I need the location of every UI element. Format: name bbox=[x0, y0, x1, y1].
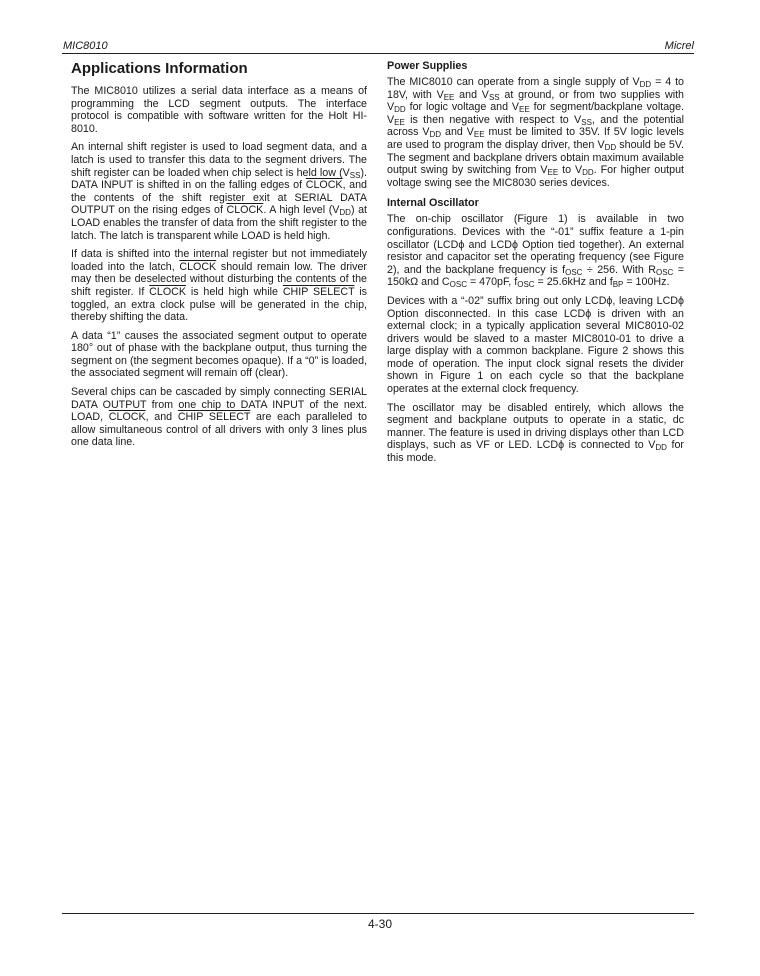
paragraph-data-one: A data “1” causes the associated segment output to operate 180° out of phase with the backplane output, thus turning the segment on (the segment becomes opaque). If a “0” is loaded, the associated segment will remain off (clear). bbox=[71, 329, 367, 380]
paragraph-intro: The MIC8010 utilizes a serial data interface as a means of programming the LCD segment outputs. The interface protocol is compatible with software written for the Holt HI-8010. bbox=[71, 85, 367, 135]
paragraph-oscillator-config: The on-chip oscillator (Figure 1) is available in two configurations. Devices with the “-01” suffix feature a 1-pin oscillator (LCDϕ and LCDϕ Option tied together). An external resistor and capacitor set the operating frequency (see Figure 2), and the backplane frequency is $f_{OSC} \div 256$. With $R_{OSC} = 150k\Omega$ and $C_{OSC} = 470pF$, $f_{OSC} = 25.6kHz$ and $f_{BP} = 100Hz$. bbox=[387, 213, 685, 290]
header-doc-id: MIC8010 bbox=[63, 40, 108, 52]
subsection-title-oscillator: Internal Oscillator bbox=[387, 197, 479, 210]
header-company: Micrel bbox=[664, 40, 694, 52]
left-column bbox=[71, 60, 367, 455]
subsection-title-power: Power Supplies bbox=[387, 60, 468, 72]
right-column bbox=[387, 60, 684, 471]
footer-rule bbox=[62, 913, 694, 914]
paragraph-shift-register: An internal shift register is used to load segment data, and a latch is used to transfer this data to the segment drivers. The shift register can be loaded when chip select is held low $(V_{SS})$. DATA INPUT is shifted in on the falling edges of CLOCK, and the contents of the shift register exit at SERIAL DATA OUTPUT on the rising edges of CLOCK. A high level $(V_{DD})$ at LOAD enables the transfer of data from the shift register to the latch. The latch is transparent while LOAD is held high. bbox=[71, 141, 367, 242]
paragraph-deselect: If data is shifted into the internal register but not immediately loaded into the latch, CLOCK should remain low. The driver may then be deselected without disturbing the contents of the shift register. If CLOCK is held high while CHIP SELECT is toggled, an extra clock pulse will be generated in the chip, thereby shifting the data. bbox=[71, 248, 367, 324]
header-rule bbox=[62, 53, 694, 54]
paragraph-power-supplies: The MIC8010 can operate from a single supply of $V_{DD} = 4$ to 18V, with $V_{EE}$ and $V_{SS}$ at ground, or from two supplies with $V_{DD}$ for logic voltage and $V_{EE}$ for segment/backplane voltage. $V_{EE}$ is then negative with respect to $V_{SS}$, and the potential across $V_{DD}$ and $V_{EE}$ must be limited to 35V. If 5V logic levels are used to program the display driver, then $V_{DD}$ should be 5V. The segment and backplane drivers obtain maximum available output swing by switching from $V_{EE}$ to $V_{DD}$. For higher output voltage swing see the MIC8030 series devices. bbox=[387, 76, 685, 189]
paragraph-oscillator-disable: The oscillator may be disabled entirely, which allows the segment and backplane outputs to operate in a static, dc manner. The feature is used in driving displays other than LCD displays, such as VF or LED. LCDϕ is connected to $V_{DD}$ for this mode. bbox=[387, 401, 684, 465]
paragraph-suffix-02: Devices with a “-02” suffix bring out only LCDϕ, leaving LCDϕ Option disconnected. In this case LCDϕ is driven with an external clock; in a typically application several MIC8010-02 drivers would be slaved to a master MIC8010-01 to drive a large display with a common backplane. Figure 2 shows this mode of operation. The input clock signal resets the divider shown in Figure 1 on each cycle so that the backplane operates at the external clock frequency. bbox=[387, 294, 684, 396]
page-number: 4-30 bbox=[367, 917, 393, 931]
paragraph-cascade: Several chips can be cascaded by simply connecting SERIAL DATA OUTPUT from one chip to DATA INPUT of the next. LOAD, CLOCK, and CHIP SELECT are each paralleled to allow simultaneous control of all drivers with only 3 lines plus one data line. bbox=[71, 386, 367, 449]
section-title: Applications Information bbox=[71, 60, 248, 77]
